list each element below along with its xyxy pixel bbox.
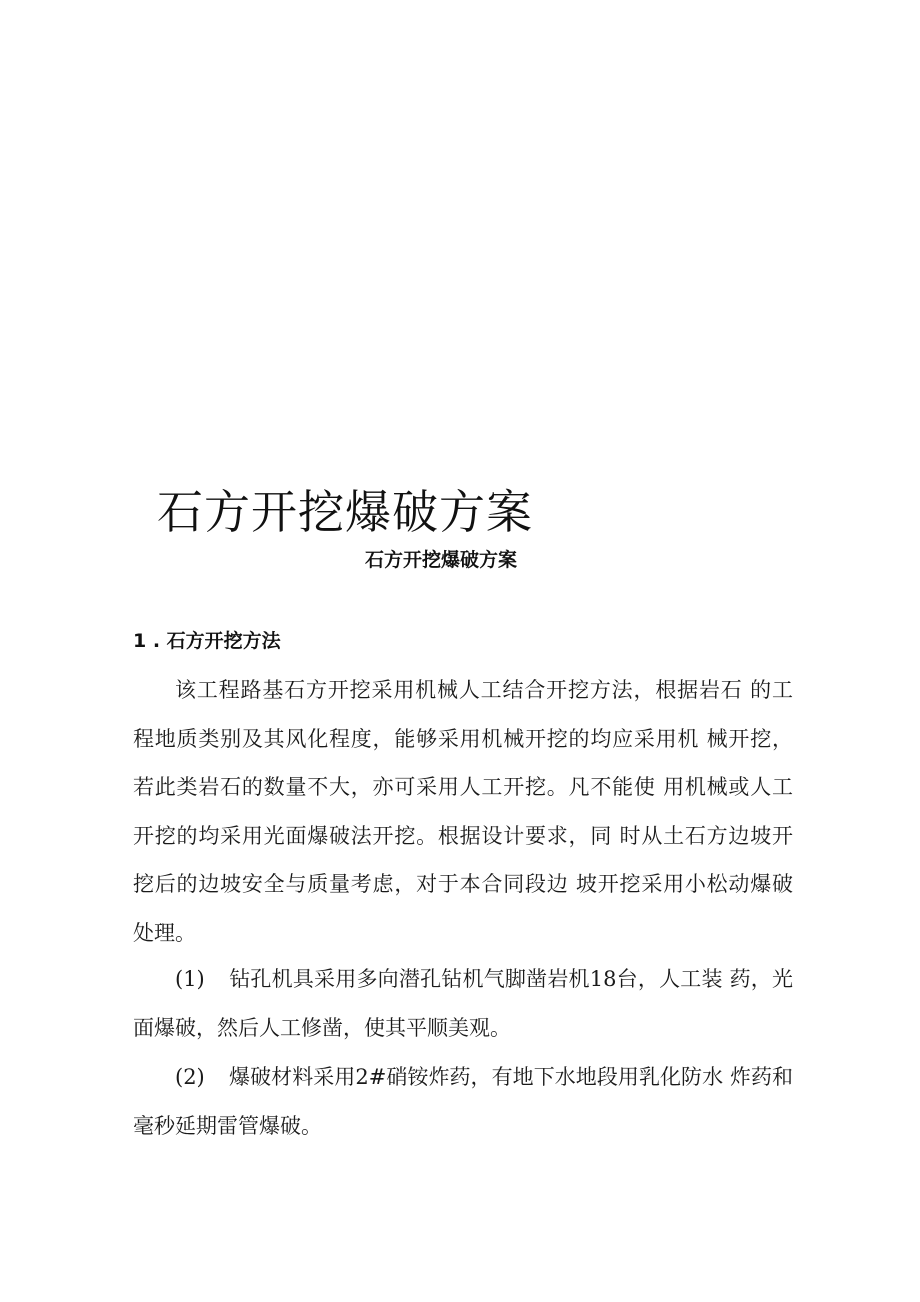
paragraph-text: 爆破材料采用2#硝铵炸药，有地下水地段用乳化防水 炸药和 <box>229 1065 793 1089</box>
paragraph-line: 开挖的均采用光面爆破法开挖。根据设计要求，同 时从土石方边坡开 <box>133 823 793 848</box>
paragraph-item-2 <box>133 1053 793 1150</box>
paragraph-line: 若此类岩石的数量不大，亦可采用人工开挖。凡不能使 用机械或人工 <box>133 775 793 799</box>
document-title: 石方开挖爆破方案 <box>157 485 533 539</box>
paragraph-line: 面爆破，然后人工修凿，使其平顺美观。 <box>133 1015 511 1040</box>
paragraph-line <box>133 1053 793 1102</box>
paragraph-item-1 <box>133 955 793 1052</box>
list-marker: (2) <box>175 1065 205 1089</box>
paragraph-line: 毫秒延期雷管爆破。 <box>133 1113 322 1138</box>
paragraph-line <box>133 955 793 1004</box>
paragraph-line: 该工程路基石方开挖采用机械人工结合开挖方法，根据岩石 的工 <box>175 678 793 702</box>
paragraph-line: 处理。 <box>133 920 196 945</box>
list-marker: (1) <box>175 967 205 991</box>
paragraph-intro <box>133 666 793 957</box>
paragraph-text: 钻孔机具采用多向潜孔钻机气脚凿岩机18台，人工装 药，光 <box>229 967 793 991</box>
document-subtitle: 石方开挖爆破方案 <box>365 549 518 571</box>
paragraph-line: 程地质类别及其风化程度，能够采用机械开挖的均应采用机 械开挖， <box>133 726 793 751</box>
section-heading: 1 . 石方开挖方法 <box>133 630 281 652</box>
paragraph-line: 挖后的边坡安全与质量考虑，对于本合同段边 坡开挖采用小松动爆破 <box>133 872 793 896</box>
